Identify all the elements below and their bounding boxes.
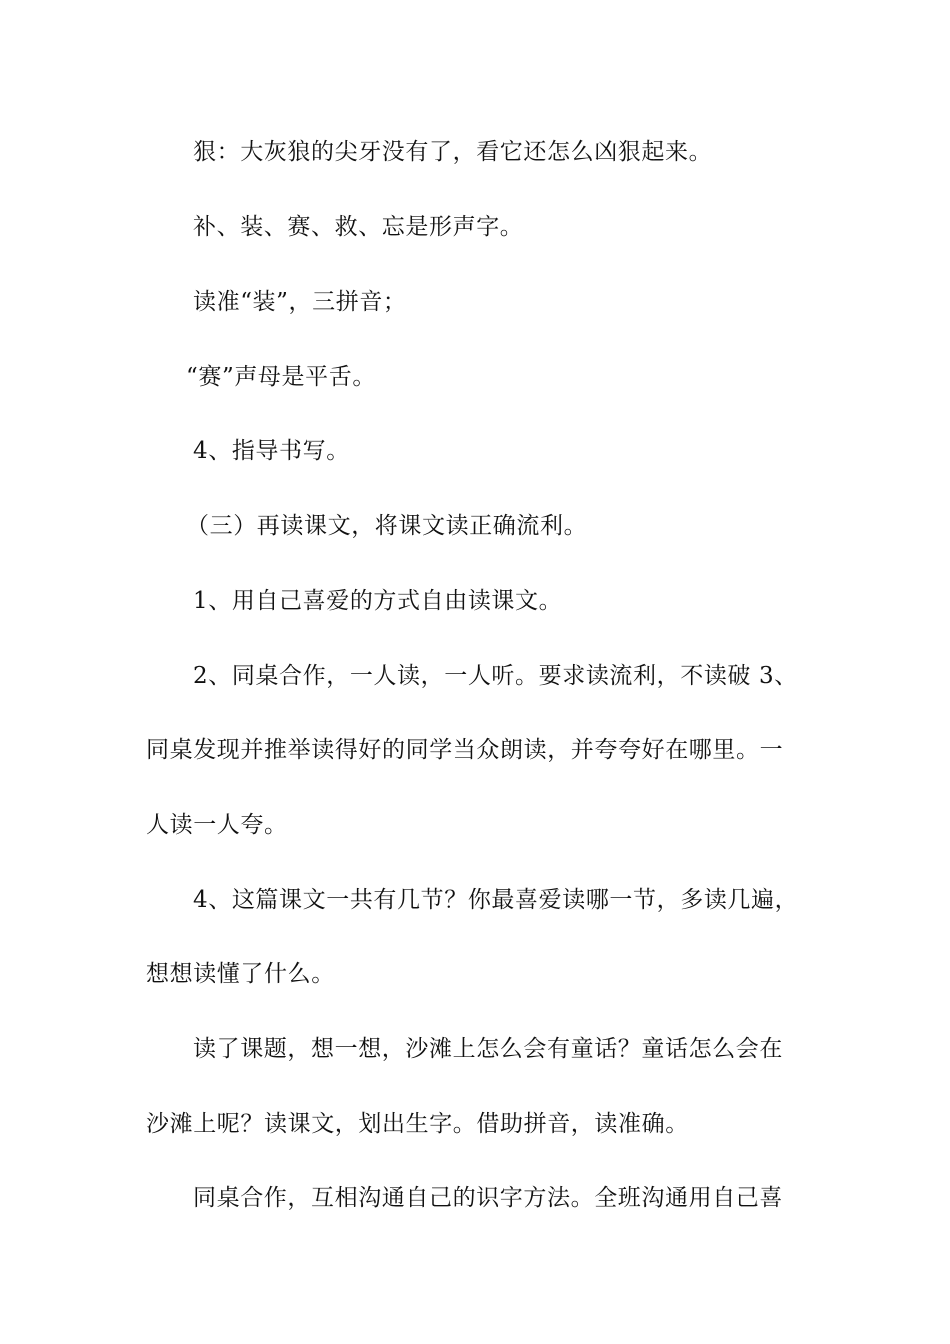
- text-line: “赛”声母是平舌。: [186, 364, 376, 390]
- text-line: 同桌合作，互相沟通自己的识字方法。全班沟通用自己喜: [193, 1185, 783, 1211]
- text-line: 人读一人夸。: [146, 812, 288, 838]
- text-line: 2、同桌合作，一人读，一人听。要求读流利，不读破 3、: [193, 663, 798, 689]
- text-line: （三）再读课文，将课文读正确流利。: [186, 513, 588, 539]
- text-line: 狠：大灰狼的尖牙没有了，看它还怎么凶狠起来。: [193, 139, 713, 165]
- text-line: 读了课题，想一想，沙滩上怎么会有童话？童话怎么会在: [193, 1036, 783, 1062]
- text-line: 4、这篇课文一共有几节？你最喜爱读哪一节，多读几遍，: [193, 887, 799, 913]
- text-line: 4、指导书写。: [193, 438, 350, 464]
- text-line: 读准“装”，三拼音；: [193, 289, 407, 315]
- text-line: 想想读懂了什么。: [146, 961, 335, 987]
- text-line: 沙滩上呢？读课文，划出生字。借助拼音，读准确。: [146, 1111, 689, 1137]
- text-line: 同桌发现并推举读得好的同学当众朗读，并夸夸好在哪里。一: [146, 737, 784, 763]
- text-line: 1、用自己喜爱的方式自由读课文。: [193, 588, 563, 614]
- text-line: 补、装、赛、救、忘是形声字。: [193, 214, 524, 240]
